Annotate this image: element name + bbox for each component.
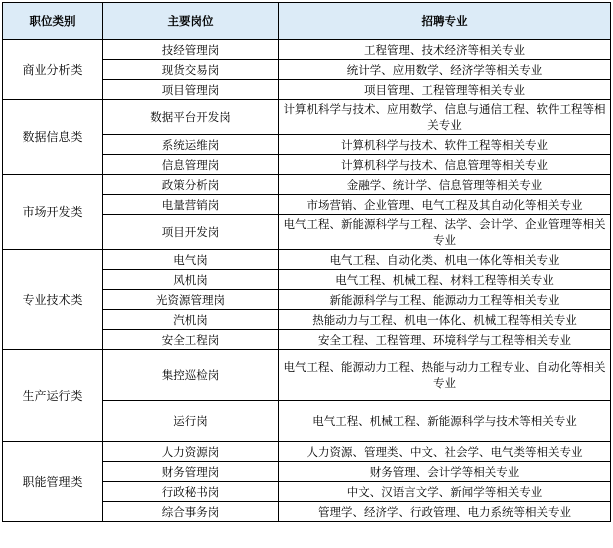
post-cell: 风机岗	[103, 270, 279, 290]
post-cell: 综合事务岗	[103, 502, 279, 522]
major-cell: 安全工程、工程管理、环境科学与工程等相关专业	[279, 330, 611, 350]
table-row	[3, 250, 611, 270]
table-row	[3, 175, 611, 195]
category-cell: 职能管理类	[3, 442, 103, 522]
major-cell: 中文、汉语言文学、新闻学等相关专业	[279, 482, 611, 502]
table-row	[3, 40, 611, 60]
category-cell: 专业技术类	[3, 250, 103, 350]
major-cell: 工程管理、技术经济等相关专业	[279, 40, 611, 60]
post-cell: 现货交易岗	[103, 60, 279, 80]
post-cell: 安全工程岗	[103, 330, 279, 350]
table-row	[3, 100, 611, 135]
post-cell: 运行岗	[103, 401, 279, 442]
major-cell: 项目管理、工程管理等相关专业	[279, 80, 611, 100]
major-cell: 电气工程、机械工程、材料工程等相关专业	[279, 270, 611, 290]
post-cell: 汽机岗	[103, 310, 279, 330]
post-cell: 数据平台开发岗	[103, 100, 279, 135]
header-category: 职位类别	[3, 3, 103, 40]
major-cell: 新能源科学与工程、能源动力工程等相关专业	[279, 290, 611, 310]
post-cell: 项目管理岗	[103, 80, 279, 100]
post-cell: 系统运维岗	[103, 135, 279, 155]
post-cell: 财务管理岗	[103, 462, 279, 482]
major-cell: 计算机科学与技术、软件工程等相关专业	[279, 135, 611, 155]
major-cell: 电气工程、能源动力工程、热能与动力工程专业、自动化等相关专业	[279, 350, 611, 401]
major-cell: 财务管理、会计学等相关专业	[279, 462, 611, 482]
major-cell: 金融学、统计学、信息管理等相关专业	[279, 175, 611, 195]
post-cell: 政策分析岗	[103, 175, 279, 195]
header-post: 主要岗位	[103, 3, 279, 40]
post-cell: 集控巡检岗	[103, 350, 279, 401]
table-row	[3, 350, 611, 401]
post-cell: 行政秘书岗	[103, 482, 279, 502]
post-cell: 信息管理岗	[103, 155, 279, 175]
major-cell: 人力资源、管理类、中文、社会学、电气类等相关专业	[279, 442, 611, 462]
category-cell: 商业分析类	[3, 40, 103, 100]
major-cell: 电气工程、机械工程、新能源科学与技术等相关专业	[279, 401, 611, 442]
table-row	[3, 442, 611, 462]
major-cell: 计算机科学与技术、应用数学、信息与通信工程、软件工程等相关专业	[279, 100, 611, 135]
category-cell: 数据信息类	[3, 100, 103, 175]
post-cell: 电量营销岗	[103, 195, 279, 215]
post-cell: 光资源管理岗	[103, 290, 279, 310]
post-cell: 项目开发岗	[103, 215, 279, 250]
major-cell: 电气工程、自动化类、机电一体化等相关专业	[279, 250, 611, 270]
post-cell: 电气岗	[103, 250, 279, 270]
post-cell: 技经管理岗	[103, 40, 279, 60]
post-cell: 人力资源岗	[103, 442, 279, 462]
category-cell: 市场开发类	[3, 175, 103, 250]
major-cell: 统计学、应用数学、经济学等相关专业	[279, 60, 611, 80]
header-major: 招聘专业	[279, 3, 611, 40]
category-cell: 生产运行类	[3, 350, 103, 442]
major-cell: 管理学、经济学、行政管理、电力系统等相关专业	[279, 502, 611, 522]
header-row	[3, 3, 611, 40]
major-cell: 电气工程、新能源科学与工程、法学、会计学、企业管理等相关专业	[279, 215, 611, 250]
major-cell: 市场营销、企业管理、电气工程及其自动化等相关专业	[279, 195, 611, 215]
recruitment-table	[2, 2, 611, 522]
major-cell: 热能动力与工程、机电一体化、机械工程等相关专业	[279, 310, 611, 330]
major-cell: 计算机科学与技术、信息管理等相关专业	[279, 155, 611, 175]
